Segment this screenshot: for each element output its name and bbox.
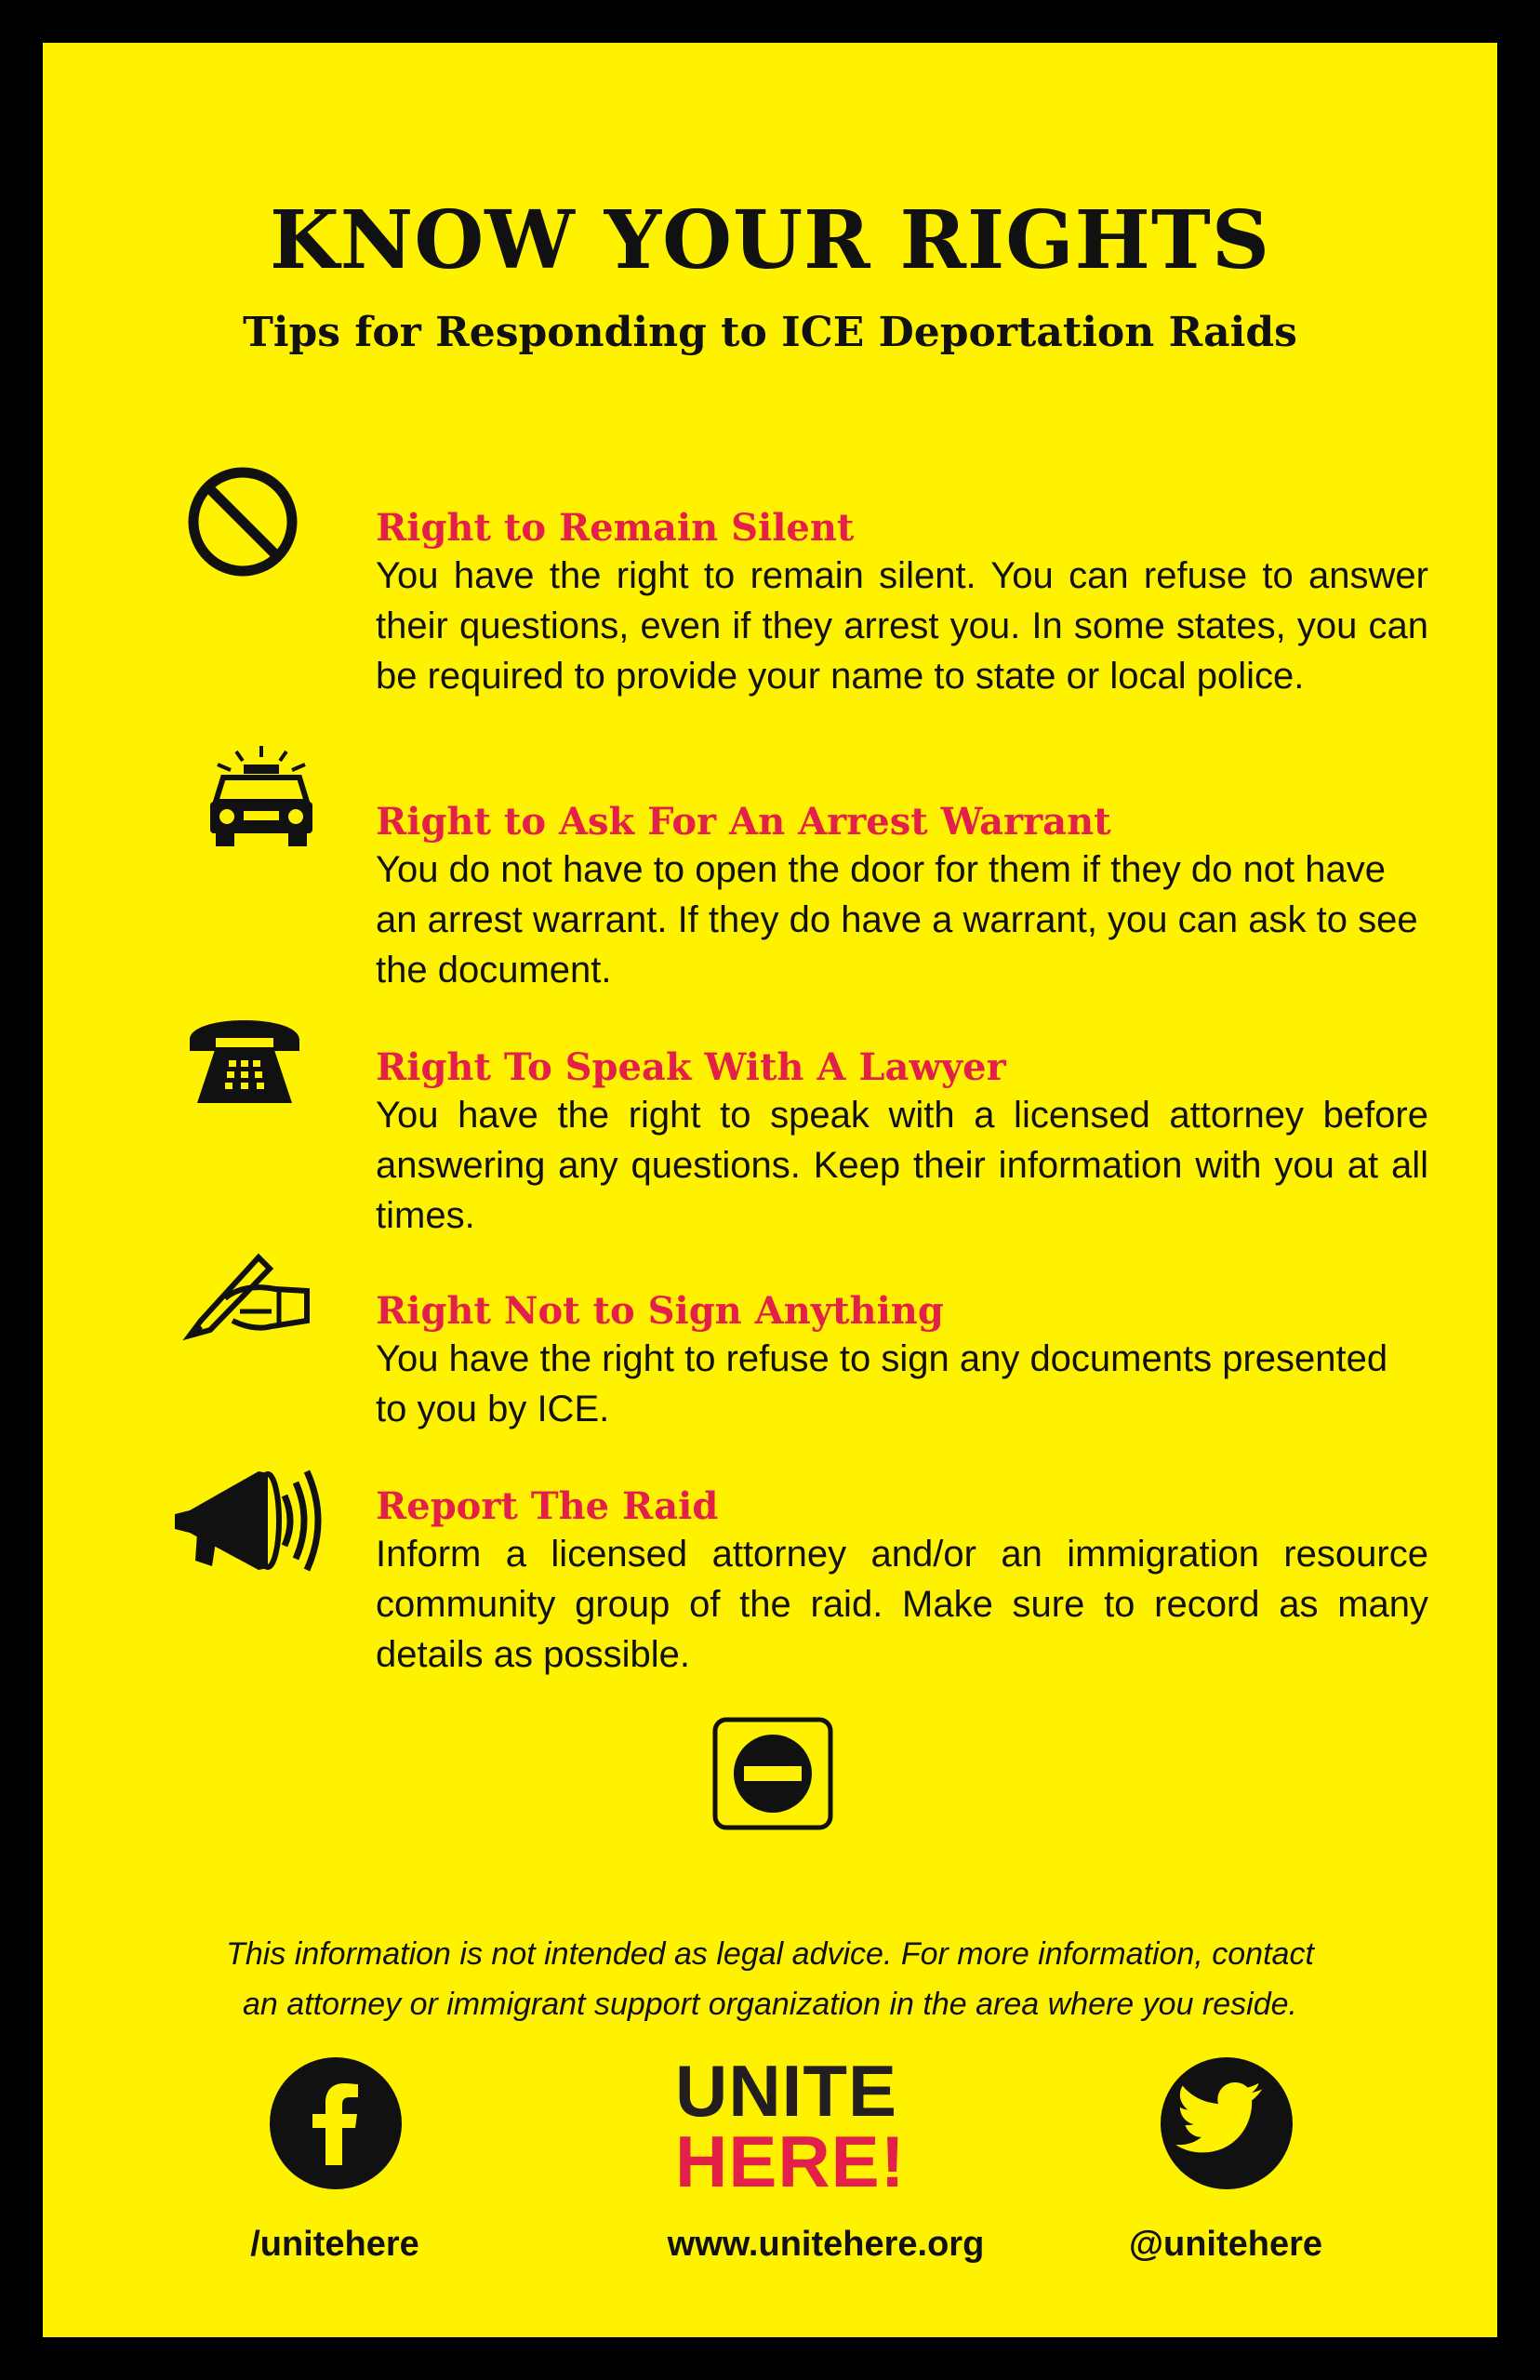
right-section-report	[376, 1484, 1428, 1680]
unite-here-logo	[675, 2050, 906, 2202]
right-section-sign	[376, 1289, 1428, 1434]
twitter-handle[interactable]: @unitehere	[1128, 2225, 1323, 2264]
disclaimer	[136, 1929, 1404, 2029]
right-heading: Right to Remain Silent	[376, 506, 855, 550]
police-car-icon	[201, 740, 322, 861]
facebook-handle[interactable]: /unitehere	[250, 2225, 419, 2264]
right-body: You have the right to speak with a licensed attorney before answering any questions. Keep their information with you at all times.	[376, 1095, 1428, 1236]
flyer-card	[43, 43, 1497, 2337]
right-section-warrant	[376, 800, 1428, 995]
prohibited-icon	[186, 465, 299, 578]
page-title: KNOW YOUR RIGHTS	[269, 193, 1270, 287]
twitter-icon[interactable]	[1161, 2057, 1293, 2189]
right-body: You do not have to open the door for them if they do not have an arrest warrant. If they do have a warrant, you can ask to see the document.	[376, 849, 1418, 991]
right-body: You have the right to refuse to sign any documents presented to you by ICE.	[376, 1338, 1388, 1429]
logo-line1: UNITE	[675, 2050, 897, 2132]
disclaimer-line: an attorney or immigrant support organization in the area where you reside.	[243, 1987, 1297, 2022]
right-section-lawyer	[376, 1045, 1428, 1241]
website-link[interactable]: www.unitehere.org	[667, 2225, 985, 2264]
page-subtitle: Tips for Responding to ICE Deportation Raids	[243, 309, 1297, 356]
right-section-silent	[376, 506, 1428, 701]
facebook-icon[interactable]	[270, 2057, 402, 2189]
right-heading: Report The Raid	[376, 1484, 719, 1528]
hand-writing-icon	[182, 1243, 312, 1345]
right-heading: Right Not to Sign Anything	[376, 1289, 944, 1333]
right-heading: Right to Ask For An Arrest Warrant	[376, 800, 1111, 844]
do-not-enter-icon	[712, 1717, 833, 1830]
right-body: You have the right to remain silent. You can refuse to answer their questions, even if they arrest you. In some states, you can be required to provide your name to state or local police.	[376, 555, 1428, 697]
logo-line2: HERE!	[675, 2121, 906, 2202]
right-heading: Right To Speak With A Lawyer	[376, 1045, 1006, 1089]
megaphone-icon	[167, 1458, 325, 1589]
disclaimer-line: This information is not intended as legal advice. For more information, contact	[226, 1936, 1314, 1972]
right-body: Inform a licensed attorney and/or an immigration resource community group of the raid. Make sure to record as many details as possible.	[376, 1534, 1428, 1675]
telephone-icon	[184, 1006, 305, 1109]
